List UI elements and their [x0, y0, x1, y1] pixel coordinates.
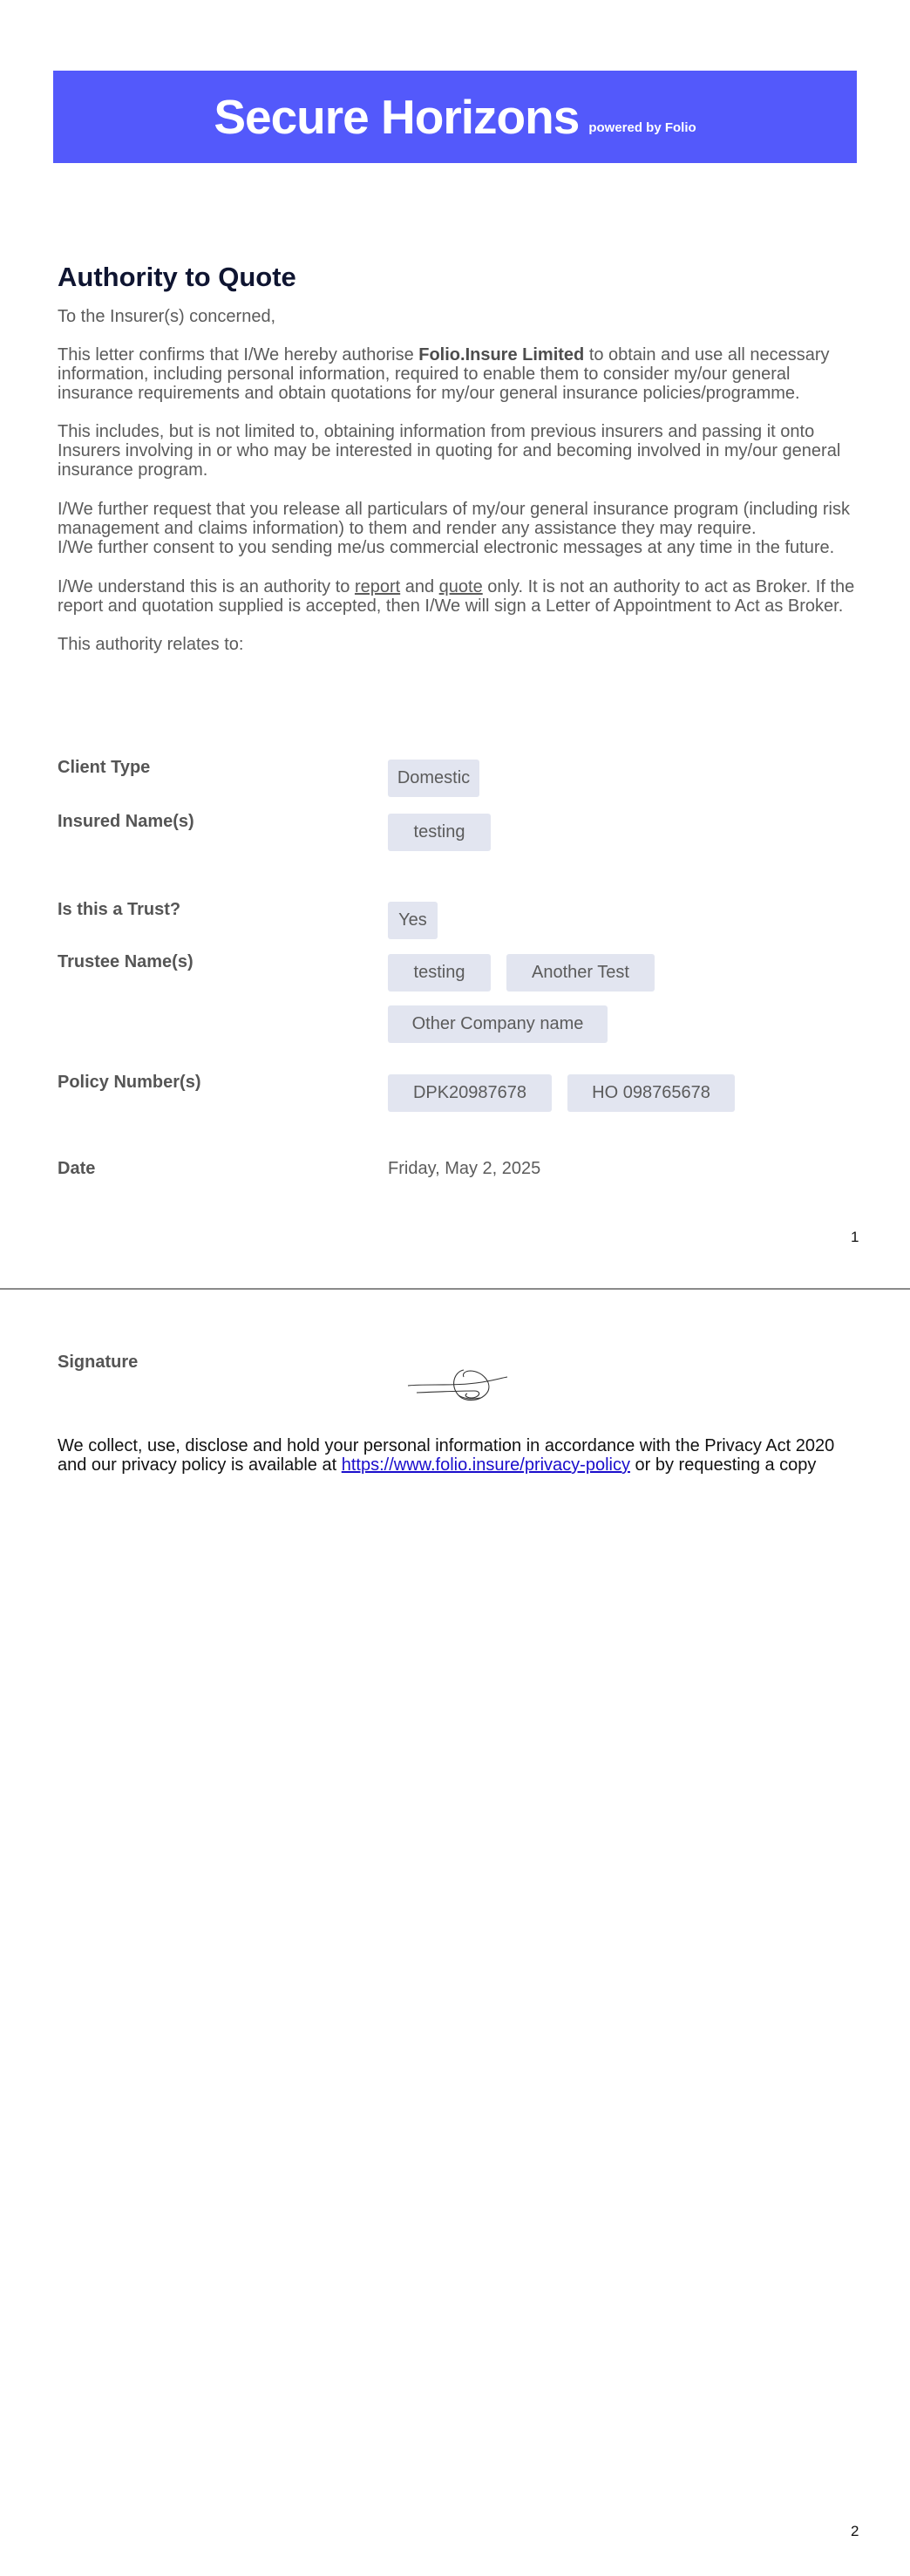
policy-number-chip: HO 098765678	[567, 1074, 735, 1112]
paragraph-text: I/We further consent to you sending me/us commercial electronic messages at any time in the future.	[58, 538, 835, 557]
is-trust-value: Yes	[388, 902, 438, 939]
trustee-name-chip: testing	[388, 954, 491, 992]
trustee-name-chip: Another Test	[506, 954, 655, 992]
paragraph-text: This letter confirms that I/We hereby authorise	[58, 345, 419, 365]
paragraph-relates-to: This authority relates to:	[58, 635, 244, 654]
report-term: report	[354, 577, 401, 596]
paragraph-text: I/We understand this is an authority to	[58, 577, 355, 596]
policy-number-chip: DPK20987678	[388, 1074, 552, 1112]
privacy-notice	[58, 1436, 859, 1475]
client-type-value: Domestic	[388, 760, 479, 797]
paragraph-text: and	[400, 577, 439, 596]
brand-banner	[53, 71, 857, 163]
privacy-text: or by requesting a copy	[629, 1455, 817, 1475]
company-name: Folio.Insure Limited	[418, 345, 585, 365]
insured-names-label: Insured Name(s)	[58, 812, 194, 831]
brand-title: Secure Horizons	[214, 89, 580, 144]
date-value: Friday, May 2, 2025	[388, 1159, 541, 1178]
paragraph-text: I/We further request that you release all particulars of my/our general insurance program (including risk management and claims information) to them and render any assistance they may require.	[58, 500, 850, 538]
document-title: Authority to Quote	[58, 262, 296, 292]
paragraph-authorisation	[58, 345, 859, 403]
client-type-label: Client Type	[58, 758, 151, 777]
paragraph-release	[58, 500, 859, 557]
quote-term: quote	[438, 577, 483, 596]
policy-numbers-label: Policy Number(s)	[58, 1073, 201, 1092]
paragraph-text: to obtain and use all necessary information, including personal information, required to enable them to consider my/our general insurance requirements and obtain quotations for my/our general insurance policies/programme.	[58, 345, 830, 403]
page-number: 2	[851, 2523, 859, 2539]
paragraph-authority-limits	[58, 577, 859, 616]
page-number: 1	[851, 1229, 859, 1245]
privacy-text: We collect, use, disclose and hold your personal information in accordance with the Privacy Act 2020 and our privacy policy is available at	[58, 1436, 835, 1475]
signature-image	[406, 1366, 509, 1410]
salutation: To the Insurer(s) concerned,	[58, 307, 276, 326]
date-label: Date	[58, 1159, 96, 1178]
paragraph-text: only. It is not an authority to act as Broker. If the report and quotation supplied is accepted, then I/We will sign a Letter of Appointment to Act as Broker.	[58, 577, 855, 616]
signature-label: Signature	[58, 1353, 139, 1372]
trustee-name-chip: Other Company name	[388, 1005, 608, 1043]
trustee-names-label: Trustee Name(s)	[58, 952, 194, 971]
insured-name-chip: testing	[388, 814, 491, 851]
page-2	[0, 1290, 910, 2576]
brand-subtitle: powered by Folio	[588, 120, 696, 135]
privacy-policy-link[interactable]: https://www.folio.insure/privacy-policy	[341, 1455, 630, 1475]
paragraph-scope: This includes, but is not limited to, obtaining information from previous insurers and passing it onto Insurers involving in or who may be interested in quoting for and becoming involved in my/our general insurance program.	[58, 422, 841, 480]
is-trust-label: Is this a Trust?	[58, 900, 181, 919]
